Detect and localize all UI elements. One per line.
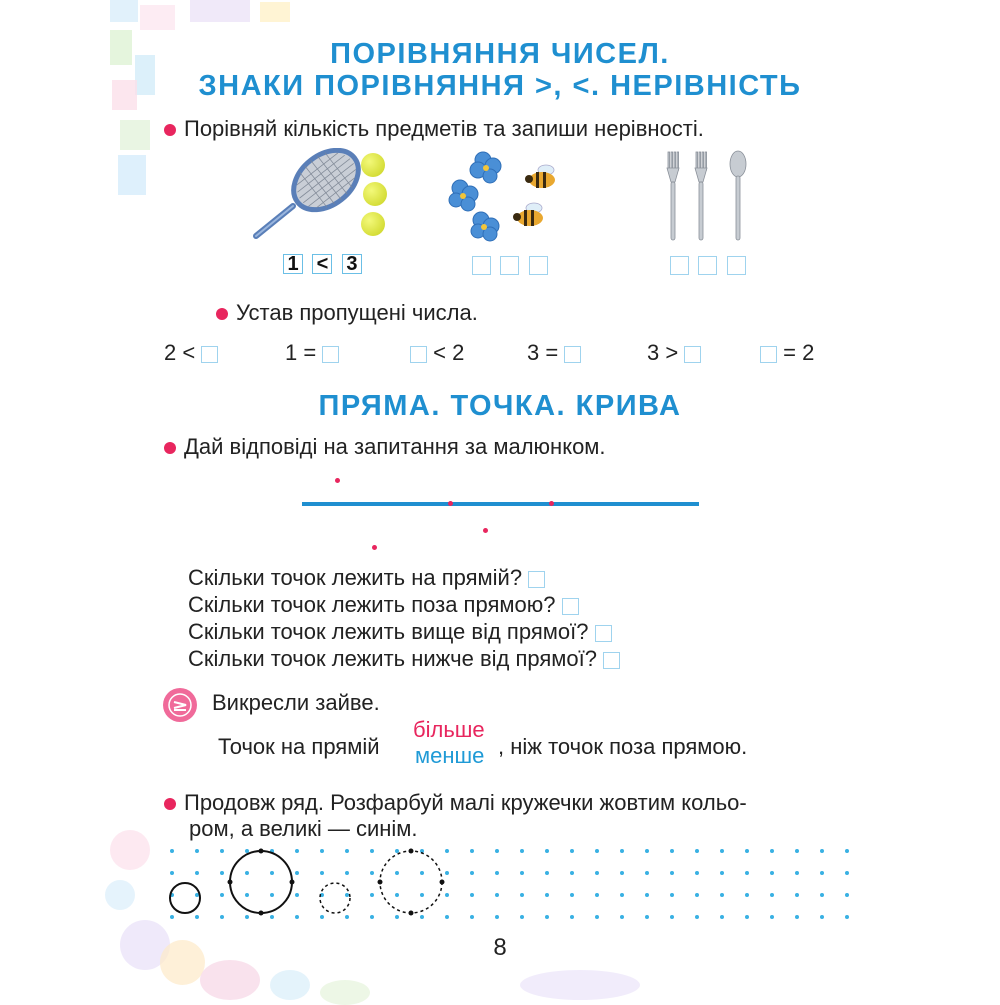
grid-dot	[470, 915, 474, 919]
grid-dot	[520, 893, 524, 897]
dotted-grid	[160, 845, 850, 925]
grid-dot	[520, 915, 524, 919]
answer-box[interactable]	[760, 346, 777, 363]
answer-box[interactable]	[562, 598, 579, 615]
grid-dot	[470, 893, 474, 897]
answer-box[interactable]	[727, 256, 746, 275]
inequality-text: 2 <	[164, 340, 196, 365]
grid-dot	[320, 915, 324, 919]
answer-box[interactable]	[201, 346, 218, 363]
grid-dot	[595, 915, 599, 919]
grid-dot	[845, 893, 849, 897]
grid-dot	[845, 849, 849, 853]
cross-out-icon	[163, 688, 197, 722]
grid-dot	[820, 849, 824, 853]
grid-dot	[395, 893, 399, 897]
section2-title: ПРЯМА. ТОЧКА. КРИВА	[318, 390, 682, 422]
grid-dot	[445, 871, 449, 875]
grid-dot	[370, 871, 374, 875]
bee-icon	[524, 162, 564, 192]
continue-task-line1: Продовж ряд. Розфарбуй малі кружечки жовтим кольо-	[184, 790, 747, 815]
grid-dot	[170, 871, 174, 875]
question-on-line	[188, 564, 545, 591]
grid-dot	[195, 915, 199, 919]
grid-dot	[570, 849, 574, 853]
grid-dot	[820, 893, 824, 897]
grid-dot	[745, 915, 749, 919]
question-text: Скільки точок лежить вище від прямої?	[188, 619, 589, 644]
grid-dot	[445, 915, 449, 919]
grid-dot	[795, 893, 799, 897]
section1-title	[150, 38, 850, 102]
grid-dot	[620, 871, 624, 875]
grid-dot	[195, 871, 199, 875]
grid-dot	[645, 849, 649, 853]
question-text: Скільки точок лежить нижче від прямої?	[188, 646, 597, 671]
inequality-2	[285, 340, 339, 366]
grid-dot	[420, 893, 424, 897]
answer-box[interactable]	[322, 346, 339, 363]
task-compare-text: Порівняй кількість предметів та запиши нерівності.	[184, 116, 704, 141]
inequality-text: 3 >	[647, 340, 679, 365]
grid-dot	[395, 849, 399, 853]
grid-dot	[545, 893, 549, 897]
question-above-line	[188, 618, 612, 645]
answer-box[interactable]	[670, 256, 689, 275]
grid-dot	[795, 849, 799, 853]
grid-dot	[570, 893, 574, 897]
grid-dot	[245, 871, 249, 875]
grid-dot	[545, 849, 549, 853]
inequality-text: = 2	[783, 340, 815, 365]
grid-dot	[845, 915, 849, 919]
answer-boxes-flowers	[472, 256, 548, 275]
cross-out-task-text: Викресли зайве.	[212, 690, 380, 715]
answer-box[interactable]	[595, 625, 612, 642]
circle-pattern	[170, 849, 445, 916]
grid-dot	[295, 849, 299, 853]
grid-dot	[220, 893, 224, 897]
answer-box[interactable]	[410, 346, 427, 363]
grid-dot	[670, 871, 674, 875]
answer-box[interactable]	[698, 256, 717, 275]
grid-dot	[170, 849, 174, 853]
grid-dot	[695, 893, 699, 897]
option-less[interactable]: менше	[415, 743, 485, 768]
grid-dot	[220, 849, 224, 853]
point-on-line	[549, 501, 554, 506]
question-text: Скільки точок лежить поза прямою?	[188, 592, 556, 617]
inequality-4	[527, 340, 581, 366]
grid-dot	[345, 893, 349, 897]
grid-dot	[370, 893, 374, 897]
grid-dot	[645, 893, 649, 897]
task-compare	[164, 116, 904, 142]
grid-dot	[720, 893, 724, 897]
answer-boxes-cutlery	[670, 256, 746, 275]
option-more[interactable]: більше	[413, 717, 485, 742]
section1-title-line2: ЗНАКИ ПОРІВНЯННЯ >, <. НЕРІВНІСТЬ	[198, 70, 802, 102]
inequality-text: 3 =	[527, 340, 559, 365]
grid-dot	[220, 915, 224, 919]
grid-dot	[270, 893, 274, 897]
grid-dot	[670, 915, 674, 919]
grid-dot	[720, 849, 724, 853]
grid-dot	[295, 871, 299, 875]
task-missing-numbers	[216, 300, 816, 326]
grid-dot	[645, 915, 649, 919]
grid-dot	[345, 915, 349, 919]
grid-dot	[595, 871, 599, 875]
grid-dot	[370, 915, 374, 919]
grid-dot	[770, 893, 774, 897]
grid-dot	[470, 849, 474, 853]
question-off-line	[188, 591, 579, 618]
point-below-line	[483, 528, 488, 533]
question-below-line	[188, 645, 620, 672]
section1-title-line1: ПОРІВНЯННЯ ЧИСЕЛ.	[330, 38, 670, 70]
grid-dot	[570, 871, 574, 875]
grid-dot	[470, 871, 474, 875]
tennis-ball-icon	[363, 182, 387, 206]
grid-dot	[295, 893, 299, 897]
bullet-icon	[164, 124, 176, 136]
grid-dot	[770, 871, 774, 875]
grid-dot	[695, 849, 699, 853]
grid-dot	[395, 915, 399, 919]
grid-dot	[820, 871, 824, 875]
grid-dot	[570, 915, 574, 919]
grid-dot	[795, 915, 799, 919]
grid-dot	[170, 915, 174, 919]
tennis-ball-icon	[361, 212, 385, 236]
answer-box[interactable]	[564, 346, 581, 363]
example-sign: <	[312, 254, 332, 274]
grid-dot	[745, 849, 749, 853]
grid-dot	[495, 871, 499, 875]
grid-dot	[420, 915, 424, 919]
grid-dot	[670, 893, 674, 897]
grid-dot	[595, 893, 599, 897]
grid-dot	[245, 849, 249, 853]
grid-dot	[270, 915, 274, 919]
large-dashed-circle	[380, 851, 442, 913]
grid-dot	[320, 871, 324, 875]
grid-dot	[520, 871, 524, 875]
grid-dot	[445, 893, 449, 897]
grid-dot	[220, 871, 224, 875]
grid-dot	[420, 871, 424, 875]
point-below-line	[372, 545, 377, 550]
grid-dot	[620, 915, 624, 919]
grid-dot	[595, 849, 599, 853]
grid-dot	[545, 915, 549, 919]
grid-dot	[770, 849, 774, 853]
grid-dot	[645, 871, 649, 875]
grid-dot	[195, 849, 199, 853]
task-answer-by-picture	[164, 434, 864, 460]
bullet-icon	[164, 442, 176, 454]
grid-dot	[820, 915, 824, 919]
grid-dot	[620, 849, 624, 853]
grid-dot	[770, 915, 774, 919]
bullet-icon	[164, 798, 176, 810]
question-text: Скільки точок лежить на прямій?	[188, 565, 523, 590]
task-answer-text: Дай відповіді на запитання за малюнком.	[184, 434, 606, 459]
sentence-before: Точок на прямій	[218, 734, 380, 759]
grid-dot	[495, 849, 499, 853]
grid-dot	[245, 893, 249, 897]
answer-box[interactable]	[529, 256, 548, 275]
point-on-line	[448, 501, 453, 506]
task-missing-numbers-text: Устав пропущені числа.	[236, 300, 478, 325]
task-continue-series	[164, 790, 884, 842]
large-circle	[230, 851, 292, 913]
grid-dot	[795, 871, 799, 875]
forks-and-spoon-illustration	[660, 150, 755, 245]
grid-dot	[720, 871, 724, 875]
example-answer	[283, 254, 362, 274]
inequality-3	[410, 340, 464, 366]
racket-and-balls-illustration	[248, 148, 393, 243]
inequality-5	[647, 340, 701, 366]
straight-line	[302, 502, 699, 506]
page-number: 8	[493, 934, 507, 961]
grid-dot	[345, 849, 349, 853]
grid-dot	[670, 849, 674, 853]
point-above-line	[335, 478, 340, 483]
grid-dot	[695, 871, 699, 875]
answer-box[interactable]	[528, 571, 545, 588]
flowers-and-bees-illustration	[448, 148, 568, 243]
answer-box[interactable]	[472, 256, 491, 275]
grid-dot	[245, 915, 249, 919]
sentence-after: , ніж точок поза прямою.	[498, 734, 748, 759]
grid-dot	[495, 893, 499, 897]
grid-dot	[295, 915, 299, 919]
grid-dot	[345, 871, 349, 875]
example-right-number: 3	[342, 254, 362, 274]
inequality-1	[164, 340, 218, 366]
inequality-text: 1 =	[285, 340, 317, 365]
example-left-number: 1	[283, 254, 303, 274]
answer-box[interactable]	[603, 652, 620, 669]
grid-dot	[620, 893, 624, 897]
answer-box[interactable]	[684, 346, 701, 363]
bee-icon	[512, 200, 552, 230]
inequality-text: < 2	[433, 340, 465, 365]
grid-dot	[520, 849, 524, 853]
inequality-6	[760, 340, 814, 366]
grid-dot	[745, 893, 749, 897]
answer-box[interactable]	[500, 256, 519, 275]
small-circle	[170, 883, 200, 913]
grid-dot	[720, 915, 724, 919]
small-dashed-circle	[320, 883, 350, 913]
grid-dot	[395, 871, 399, 875]
continue-task-line2: ром, а великі — синім.	[189, 816, 418, 841]
tennis-ball-icon	[361, 153, 385, 177]
grid-dot	[270, 871, 274, 875]
grid-dot	[745, 871, 749, 875]
grid-dot	[545, 871, 549, 875]
grid-dot	[495, 915, 499, 919]
grid-dot	[845, 871, 849, 875]
grid-dot	[445, 849, 449, 853]
bullet-icon	[216, 308, 228, 320]
spoon-icon	[730, 151, 746, 240]
fork-icon	[660, 150, 755, 245]
grid-dot	[695, 915, 699, 919]
grid-dot	[370, 849, 374, 853]
grid-dot	[320, 849, 324, 853]
